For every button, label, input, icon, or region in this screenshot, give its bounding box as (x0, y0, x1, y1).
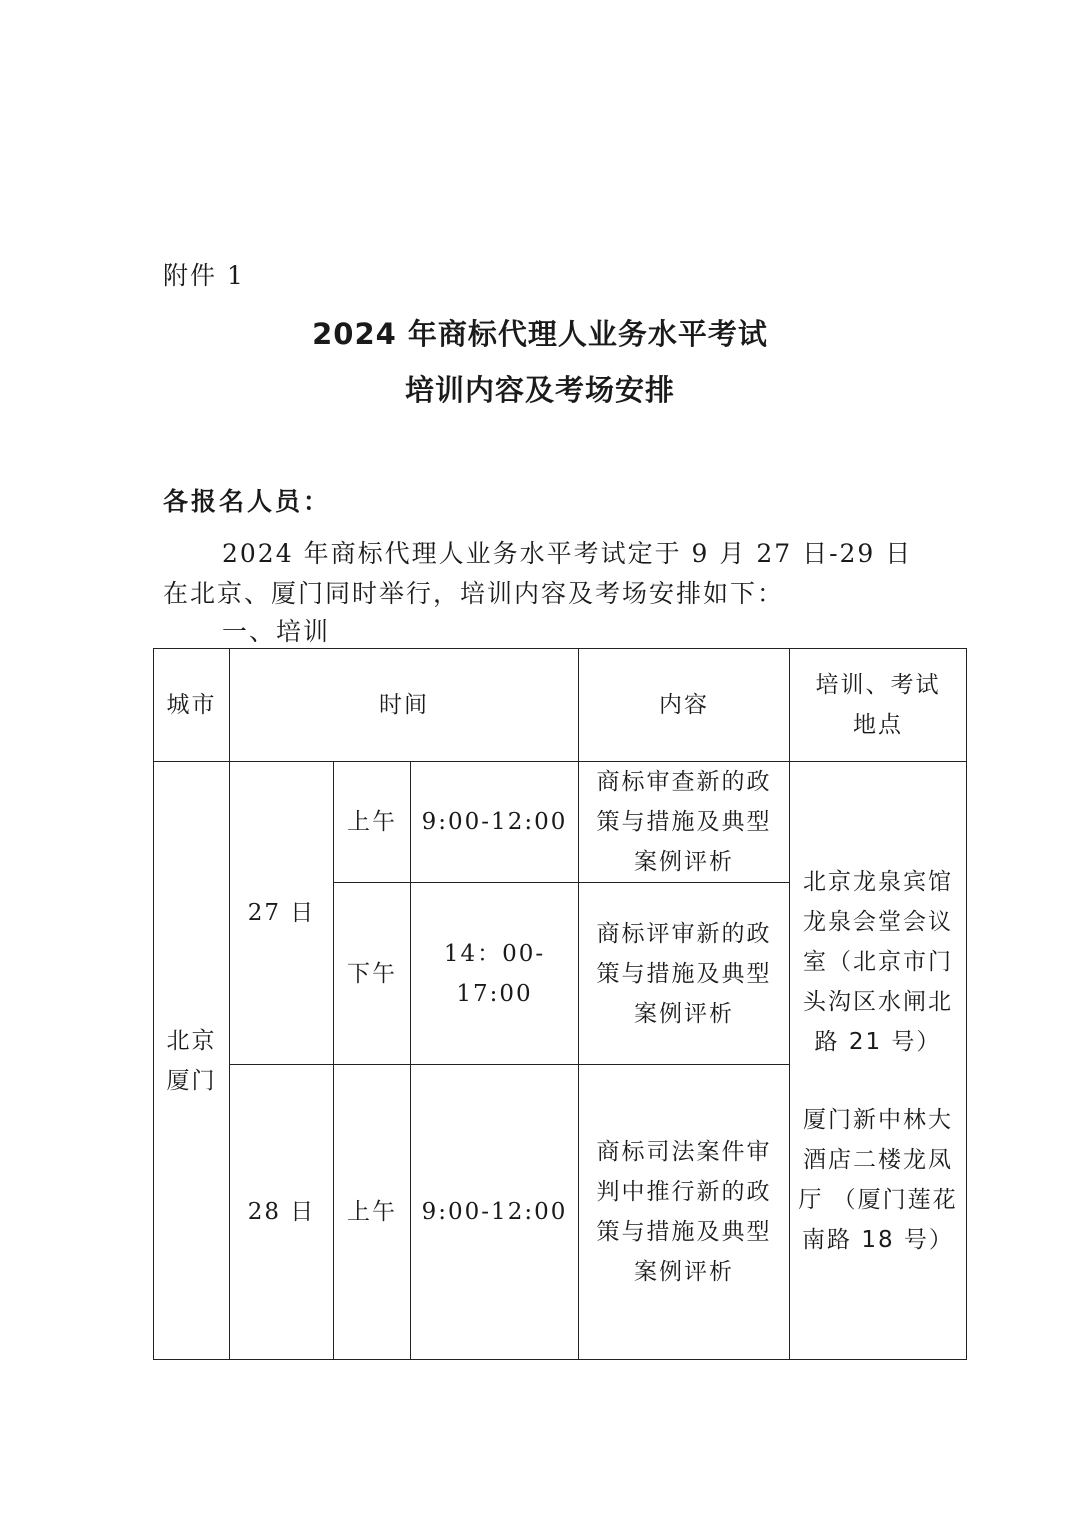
salutation: 各报名人员： (163, 487, 332, 516)
header-time: 时间 (230, 649, 579, 762)
training-schedule-table (153, 648, 967, 1360)
attachment-label: 附件 1 (163, 261, 245, 290)
section-heading-training: 一、培训 (222, 617, 331, 646)
content-line: 案例评析 (634, 1259, 734, 1285)
city-cell (154, 762, 230, 1360)
content-line: 判中推行新的政 (596, 1179, 772, 1205)
venue-cell (790, 762, 967, 1360)
period-cell: 上午 (334, 762, 411, 883)
content-cell (579, 883, 790, 1065)
table-row (154, 762, 967, 883)
venue-beijing-line: 北京龙泉宾馆 (803, 868, 953, 895)
header-location-line2: 地点 (853, 712, 903, 738)
content-line: 案例评析 (634, 1000, 734, 1027)
content-line: 策与措施及典型 (596, 960, 772, 987)
venue-xiamen-line: 厅 （厦门莲花 (798, 1186, 958, 1213)
document-title-line1: 2024 年商标代理人业务水平考试 (312, 317, 768, 351)
table-header-row (154, 649, 967, 762)
city-line1: 北京 (166, 1027, 217, 1054)
venue-beijing-line: 龙泉会堂会议 (803, 908, 953, 935)
hours-cell: 9:00-12:00 (411, 762, 579, 883)
content-line: 商标司法案件审 (596, 1139, 772, 1165)
header-city: 城市 (154, 649, 230, 762)
content-line: 策与措施及典型 (596, 809, 772, 835)
hours-cell: 9:00-12:00 (411, 1065, 579, 1360)
venue-spacer (796, 1062, 960, 1100)
venue-beijing-line: 头沟区水闸北 (803, 988, 953, 1015)
content-line: 策与措施及典型 (596, 1219, 772, 1245)
header-location-line1: 培训、考试 (815, 672, 941, 698)
content-line: 案例评析 (634, 849, 734, 875)
period-cell: 上午 (334, 1065, 411, 1360)
city-line2: 厦门 (166, 1067, 217, 1094)
hours-cell: 14：00-17:00 (411, 883, 579, 1065)
venue-xiamen-line: 南路 18 号） (802, 1226, 954, 1253)
venue-beijing-line: 路 21 号） (814, 1028, 942, 1055)
document-title-line2: 培训内容及考场安排 (404, 373, 675, 407)
content-line: 商标评审新的政 (596, 920, 772, 947)
venue-xiamen-line: 厦门新中林大 (803, 1106, 953, 1133)
intro-paragraph-line1: 2024 年商标代理人业务水平考试定于 9 月 27 日-29 日 (222, 539, 913, 568)
venue-beijing-line: 室（北京市门 (803, 948, 953, 975)
content-cell (579, 762, 790, 883)
header-content: 内容 (579, 649, 790, 762)
content-line: 商标审查新的政 (596, 769, 772, 795)
intro-paragraph-line2: 在北京、厦门同时举行，培训内容及考场安排如下： (163, 579, 785, 608)
content-cell (579, 1065, 790, 1360)
venue-xiamen-line: 酒店二楼龙凤 (803, 1146, 953, 1173)
date-cell: 27 日 (230, 762, 334, 1065)
period-cell: 下午 (334, 883, 411, 1065)
date-cell: 28 日 (230, 1065, 334, 1360)
header-location (790, 649, 967, 762)
